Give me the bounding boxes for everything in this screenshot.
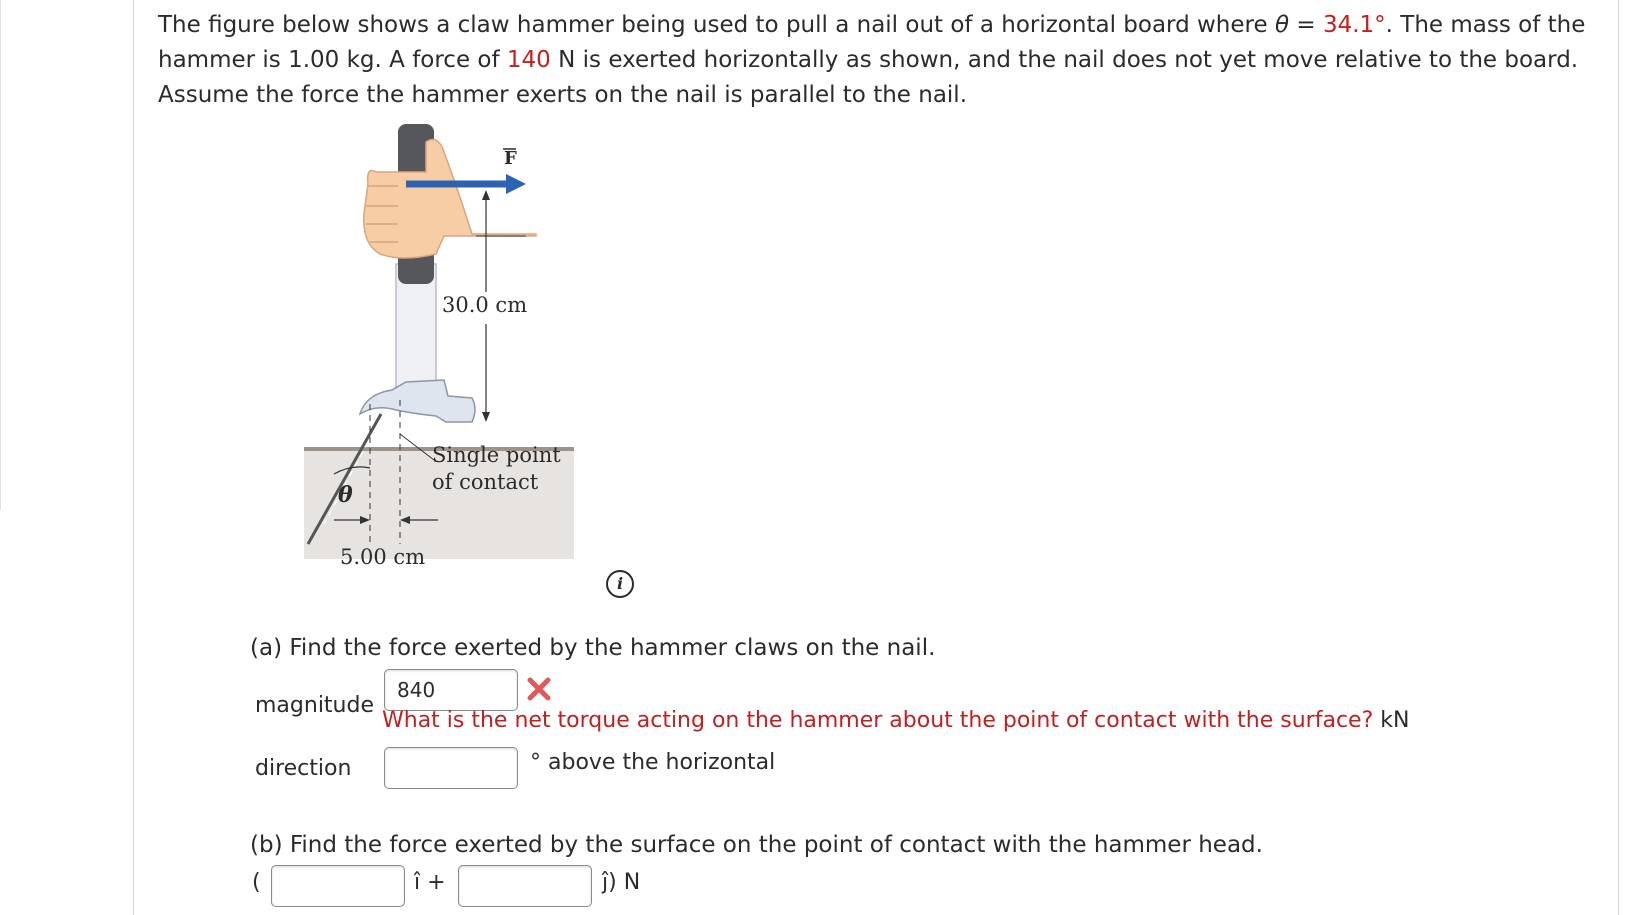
force-arrowhead [506, 174, 526, 194]
width-label: 5.00 cm [340, 545, 426, 569]
j-hat-unit-label: ĵ) N [602, 870, 641, 895]
part-b-question: (b) Find the force exerted by the surface on the point of contact with the hammer head. [250, 832, 1263, 858]
direction-label: direction [255, 756, 352, 781]
magnitude-unit: kN [1380, 708, 1410, 733]
problem-statement [158, 8, 1598, 113]
magnitude-label: magnitude [255, 693, 375, 718]
intro-text-3: N is exerted horizontally as shown, and the nail does not yet move relative to the board. Assume the force the hammer exerts on the nail is parallel to the nail. [158, 47, 1579, 108]
height-arrow-up [482, 190, 490, 200]
open-paren: ( [252, 870, 261, 895]
i-hat-label: î + [414, 870, 446, 895]
part-a-question: (a) Find the force exerted by the hammer claws on the nail. [250, 635, 936, 661]
contact-label-line-1: Single point [432, 443, 561, 467]
hammer-figure [296, 124, 641, 609]
direction-input[interactable] [384, 747, 518, 789]
y-component-input[interactable] [458, 865, 592, 907]
direction-unit: ° above the horizontal [530, 750, 776, 775]
content-right-border [1618, 0, 1619, 915]
intro-text-2: . The mass of the hammer is 1.00 kg. A force of [158, 12, 1586, 73]
force-value: 140 [506, 47, 551, 73]
force-label: F [504, 148, 517, 169]
feedback-message [382, 708, 1409, 733]
theta-value: 34.1° [1322, 12, 1386, 38]
intro-text-1: The figure below shows a claw hammer being used to pull a nail out of a horizontal board where [158, 12, 1275, 38]
angle-label: θ [338, 482, 353, 508]
left-divider [0, 0, 1, 510]
hammer-head [360, 380, 475, 422]
incorrect-x-icon [525, 675, 553, 703]
equals-sign: = [1289, 12, 1323, 38]
height-arrow-down [482, 412, 490, 422]
feedback-text: What is the net torque acting on the hammer about the point of contact with the surface? [382, 708, 1374, 733]
content-left-border [133, 0, 134, 915]
magnitude-input[interactable] [384, 669, 518, 711]
contact-label-line-2: of contact [432, 470, 539, 494]
info-icon[interactable]: i [606, 570, 634, 598]
theta-symbol: θ [1274, 12, 1290, 38]
x-component-input[interactable] [271, 865, 405, 907]
height-label: 30.0 cm [442, 293, 528, 317]
